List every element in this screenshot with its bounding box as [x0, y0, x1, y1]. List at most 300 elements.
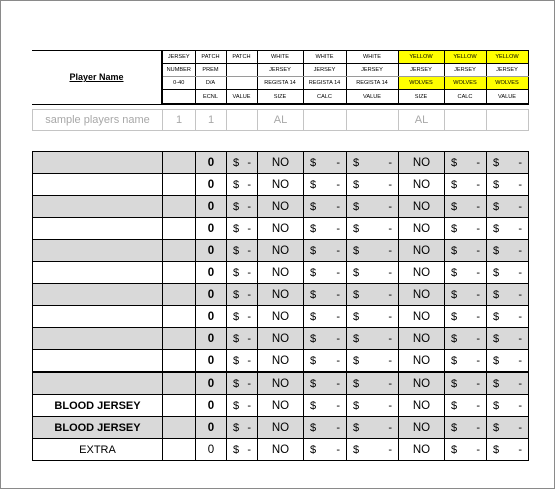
white-size-cell[interactable]: NO [258, 218, 304, 240]
header-cell: 0-40 [162, 77, 195, 90]
dash: - [518, 222, 522, 235]
currency-symbol: $ [233, 156, 240, 169]
dash: - [336, 399, 340, 412]
yellow-size-cell[interactable]: NO [399, 439, 445, 461]
dash: - [336, 443, 340, 456]
white-calc-cell [304, 152, 347, 174]
dash: - [336, 244, 340, 257]
patch-cell[interactable]: 0 [196, 328, 227, 350]
currency-symbol: $ [451, 288, 458, 301]
patch-value-cell [227, 306, 258, 328]
currency-symbol: $ [353, 354, 360, 367]
currency-symbol: $ [353, 200, 360, 213]
currency-symbol: $ [353, 443, 360, 456]
currency-symbol: $ [310, 200, 317, 213]
patch-value-cell [227, 196, 258, 218]
dash: - [476, 156, 480, 169]
header-cell-yellow: YELLOW [398, 51, 444, 64]
dash: - [518, 244, 522, 257]
patch-cell[interactable]: 0 [196, 350, 227, 373]
patch-cell[interactable]: 0 [196, 218, 227, 240]
patch-cell[interactable]: 0 [196, 174, 227, 196]
currency-symbol: $ [493, 443, 500, 456]
dash: - [476, 266, 480, 279]
white-size-cell[interactable]: NO [258, 196, 304, 218]
currency-symbol: $ [353, 178, 360, 191]
dash: - [388, 222, 392, 235]
header-cell: VALUE [486, 90, 528, 105]
dash: - [247, 156, 251, 169]
white-value-cell [347, 306, 399, 328]
white-calc-cell [304, 196, 347, 218]
jersey-number-cell[interactable] [163, 262, 196, 284]
dash: - [247, 222, 251, 235]
currency-symbol: $ [493, 178, 500, 191]
header-cell [162, 90, 195, 105]
currency-symbol: $ [310, 421, 317, 434]
yellow-size-cell[interactable]: NO [399, 262, 445, 284]
sample-yellow-value-cell[interactable] [487, 110, 529, 131]
white-value-cell [347, 152, 399, 174]
table-row [33, 439, 529, 461]
yellow-size-cell[interactable]: NO [399, 218, 445, 240]
yellow-calc-cell [445, 350, 487, 373]
currency-symbol: $ [353, 266, 360, 279]
header-cell: REGISTA 14 [257, 77, 303, 90]
jersey-number-cell[interactable] [163, 152, 196, 174]
sample-name-cell[interactable]: sample players name [33, 110, 163, 131]
header-cell: NUMBER [162, 64, 195, 77]
patch-cell[interactable]: 0 [196, 306, 227, 328]
yellow-size-cell[interactable]: NO [399, 152, 445, 174]
sample-jersey-cell[interactable]: 1 [163, 110, 196, 131]
currency-symbol: $ [233, 332, 240, 345]
white-calc-cell [304, 395, 347, 417]
patch-cell[interactable]: 0 [196, 284, 227, 306]
white-value-cell [347, 196, 399, 218]
patch-cell[interactable]: 0 [196, 262, 227, 284]
header-cell: JERSEY [257, 64, 303, 77]
currency-symbol: $ [353, 421, 360, 434]
dash: - [336, 156, 340, 169]
jersey-number-cell[interactable] [163, 350, 196, 373]
white-size-cell[interactable]: NO [258, 395, 304, 417]
dash: - [476, 310, 480, 323]
currency-symbol: $ [353, 156, 360, 169]
currency-symbol: $ [493, 156, 500, 169]
currency-symbol: $ [233, 178, 240, 191]
table-row [33, 174, 529, 196]
patch-value-cell [227, 350, 258, 373]
yellow-value-cell [487, 395, 529, 417]
table-row [33, 218, 529, 240]
dash: - [476, 354, 480, 367]
patch-value-cell [227, 417, 258, 439]
currency-symbol: $ [310, 354, 317, 367]
yellow-calc-cell [445, 262, 487, 284]
table-row [33, 284, 529, 306]
currency-symbol: $ [451, 399, 458, 412]
currency-symbol: $ [233, 421, 240, 434]
table-row [33, 240, 529, 262]
currency-symbol: $ [493, 222, 500, 235]
sample-patch-value-cell[interactable] [227, 110, 258, 131]
dash: - [247, 310, 251, 323]
yellow-size-cell[interactable]: NO [399, 328, 445, 350]
yellow-size-cell[interactable]: NO [399, 174, 445, 196]
jersey-number-cell[interactable] [163, 417, 196, 439]
dash: - [336, 332, 340, 345]
dash: - [476, 222, 480, 235]
dash: - [476, 288, 480, 301]
yellow-value-cell [487, 350, 529, 373]
table-row [33, 152, 529, 174]
player-name-header: Player Name [32, 51, 162, 105]
white-value-cell [347, 328, 399, 350]
dash: - [388, 310, 392, 323]
dash: - [388, 244, 392, 257]
dash: - [476, 244, 480, 257]
dash: - [518, 377, 522, 390]
dash: - [518, 443, 522, 456]
header-cell: CALC [444, 90, 486, 105]
white-value-cell [347, 262, 399, 284]
yellow-calc-cell [445, 218, 487, 240]
dash: - [388, 332, 392, 345]
dash: - [476, 178, 480, 191]
currency-symbol: $ [310, 332, 317, 345]
yellow-size-cell[interactable]: NO [399, 395, 445, 417]
currency-symbol: $ [493, 244, 500, 257]
currency-symbol: $ [353, 222, 360, 235]
header-cell: WHITE [257, 51, 303, 64]
yellow-size-cell[interactable]: NO [399, 240, 445, 262]
currency-symbol: $ [493, 200, 500, 213]
yellow-value-cell [487, 439, 529, 461]
currency-symbol: $ [493, 421, 500, 434]
yellow-size-cell[interactable]: NO [399, 372, 445, 395]
sample-white-size-cell[interactable]: AL [258, 110, 304, 131]
white-calc-cell [304, 240, 347, 262]
sample-row-table [32, 109, 529, 131]
currency-symbol: $ [451, 266, 458, 279]
player-name-cell[interactable]: EXTRA [33, 439, 163, 461]
patch-value-cell [227, 372, 258, 395]
jersey-number-cell[interactable] [163, 174, 196, 196]
currency-symbol: $ [233, 377, 240, 390]
dash: - [336, 200, 340, 213]
jersey-number-cell[interactable] [163, 196, 196, 218]
dash: - [336, 222, 340, 235]
currency-symbol: $ [310, 399, 317, 412]
dash: - [518, 288, 522, 301]
dash: - [336, 421, 340, 434]
dash: - [247, 244, 251, 257]
currency-symbol: $ [493, 266, 500, 279]
jersey-number-cell[interactable] [163, 306, 196, 328]
patch-value-cell [227, 284, 258, 306]
header-cell: WHITE [303, 51, 346, 64]
header-cell: SIZE [257, 90, 303, 105]
white-calc-cell [304, 262, 347, 284]
white-value-cell [347, 372, 399, 395]
yellow-size-cell[interactable]: NO [399, 350, 445, 373]
header-cell: PREM [195, 64, 226, 77]
dash: - [336, 288, 340, 301]
currency-symbol: $ [451, 178, 458, 191]
header-cell-yellow: YELLOW [444, 51, 486, 64]
currency-symbol: $ [233, 443, 240, 456]
white-size-cell[interactable]: NO [258, 306, 304, 328]
dash: - [388, 399, 392, 412]
patch-cell[interactable]: 0 [196, 417, 227, 439]
header-cell-yellow: WOLVES [486, 77, 528, 90]
header-cell: D/A [195, 77, 226, 90]
sample-white-calc-cell[interactable] [304, 110, 347, 131]
yellow-calc-cell [445, 328, 487, 350]
yellow-calc-cell [445, 417, 487, 439]
white-value-cell [347, 417, 399, 439]
patch-value-cell [227, 218, 258, 240]
dash: - [518, 156, 522, 169]
yellow-value-cell [487, 372, 529, 395]
dash: - [336, 377, 340, 390]
yellow-calc-cell [445, 284, 487, 306]
currency-symbol: $ [233, 399, 240, 412]
white-calc-cell [304, 218, 347, 240]
currency-symbol: $ [451, 332, 458, 345]
dash: - [476, 443, 480, 456]
currency-symbol: $ [493, 332, 500, 345]
header-cell: JERSEY [346, 64, 398, 77]
white-value-cell [347, 240, 399, 262]
sample-patch-cell[interactable]: 1 [196, 110, 227, 131]
white-size-cell[interactable]: NO [258, 372, 304, 395]
dash: - [247, 332, 251, 345]
players-table [32, 151, 529, 461]
dash: - [247, 354, 251, 367]
dash: - [476, 421, 480, 434]
yellow-size-cell[interactable]: NO [399, 417, 445, 439]
yellow-calc-cell [445, 395, 487, 417]
dash: - [518, 354, 522, 367]
dash: - [518, 200, 522, 213]
sample-white-value-cell[interactable] [347, 110, 399, 131]
currency-symbol: $ [310, 244, 317, 257]
yellow-value-cell [487, 240, 529, 262]
currency-symbol: $ [451, 310, 458, 323]
patch-cell[interactable]: 0 [196, 196, 227, 218]
player-name-cell[interactable] [33, 372, 163, 395]
patch-value-cell [227, 152, 258, 174]
currency-symbol: $ [233, 288, 240, 301]
dash: - [247, 200, 251, 213]
dash: - [336, 354, 340, 367]
sample-yellow-size-cell[interactable]: AL [399, 110, 445, 131]
currency-symbol: $ [310, 156, 317, 169]
player-name-cell[interactable] [33, 196, 163, 218]
dash: - [247, 421, 251, 434]
yellow-calc-cell [445, 306, 487, 328]
header-cell [226, 64, 257, 77]
currency-symbol: $ [310, 178, 317, 191]
currency-symbol: $ [310, 222, 317, 235]
yellow-value-cell [487, 218, 529, 240]
sample-yellow-calc-cell[interactable] [445, 110, 487, 131]
jersey-number-cell[interactable] [163, 240, 196, 262]
currency-symbol: $ [451, 377, 458, 390]
yellow-calc-cell [445, 372, 487, 395]
table-row [33, 262, 529, 284]
patch-cell[interactable]: 0 [196, 439, 227, 461]
yellow-calc-cell [445, 174, 487, 196]
dash: - [247, 377, 251, 390]
jersey-number-cell[interactable] [163, 372, 196, 395]
dash: - [336, 266, 340, 279]
currency-symbol: $ [233, 200, 240, 213]
header-cell: PATCH [226, 51, 257, 64]
yellow-value-cell [487, 262, 529, 284]
header-cell: JERSEY [303, 64, 346, 77]
jersey-number-cell[interactable] [163, 218, 196, 240]
white-calc-cell [304, 328, 347, 350]
header-cell: JERSEY [444, 64, 486, 77]
player-name-cell[interactable] [33, 240, 163, 262]
currency-symbol: $ [310, 266, 317, 279]
header-cell: VALUE [226, 90, 257, 105]
white-value-cell [347, 350, 399, 373]
yellow-value-cell [487, 174, 529, 196]
white-size-cell[interactable]: NO [258, 284, 304, 306]
dash: - [336, 178, 340, 191]
white-value-cell [347, 439, 399, 461]
player-name-cell[interactable]: BLOOD JERSEY [33, 395, 163, 417]
dash: - [336, 310, 340, 323]
white-size-cell[interactable]: NO [258, 439, 304, 461]
white-calc-cell [304, 439, 347, 461]
patch-cell[interactable]: 0 [196, 240, 227, 262]
header-cell: JERSEY [398, 64, 444, 77]
table-row [33, 350, 529, 373]
header-cell: WHITE [346, 51, 398, 64]
header-cell: ECNL [195, 90, 226, 105]
player-name-cell[interactable] [33, 174, 163, 196]
dash: - [518, 178, 522, 191]
dash: - [518, 421, 522, 434]
white-calc-cell [304, 350, 347, 373]
white-value-cell [347, 284, 399, 306]
white-calc-cell [304, 417, 347, 439]
player-name-cell[interactable]: BLOOD JERSEY [33, 417, 163, 439]
dash: - [388, 178, 392, 191]
white-size-cell[interactable]: NO [258, 417, 304, 439]
table-row [33, 328, 529, 350]
white-size-cell[interactable]: NO [258, 152, 304, 174]
dash: - [247, 178, 251, 191]
currency-symbol: $ [353, 288, 360, 301]
currency-symbol: $ [233, 266, 240, 279]
white-calc-cell [304, 306, 347, 328]
player-name-cell[interactable] [33, 262, 163, 284]
currency-symbol: $ [451, 156, 458, 169]
header-table [32, 50, 529, 105]
player-name-cell[interactable] [33, 152, 163, 174]
dash: - [247, 288, 251, 301]
dash: - [476, 332, 480, 345]
currency-symbol: $ [493, 399, 500, 412]
currency-symbol: $ [233, 222, 240, 235]
dash: - [388, 421, 392, 434]
dash: - [388, 266, 392, 279]
yellow-size-cell[interactable]: NO [399, 306, 445, 328]
table-row [33, 196, 529, 218]
yellow-calc-cell [445, 240, 487, 262]
patch-cell[interactable]: 0 [196, 152, 227, 174]
jersey-number-cell[interactable] [163, 284, 196, 306]
dash: - [518, 310, 522, 323]
patch-value-cell [227, 240, 258, 262]
jersey-number-cell[interactable] [163, 328, 196, 350]
currency-symbol: $ [451, 244, 458, 257]
yellow-size-cell[interactable]: NO [399, 196, 445, 218]
currency-symbol: $ [451, 354, 458, 367]
header-cell: REGISTA 14 [346, 77, 398, 90]
header-cell: JERSEY [162, 51, 195, 64]
player-name-cell[interactable] [33, 218, 163, 240]
dash: - [518, 399, 522, 412]
white-value-cell [347, 395, 399, 417]
white-value-cell [347, 174, 399, 196]
yellow-value-cell [487, 196, 529, 218]
dash: - [518, 332, 522, 345]
currency-symbol: $ [353, 377, 360, 390]
currency-symbol: $ [353, 244, 360, 257]
table-row [33, 306, 529, 328]
jersey-number-cell[interactable] [163, 439, 196, 461]
white-size-cell[interactable]: NO [258, 240, 304, 262]
header-cell-yellow: WOLVES [444, 77, 486, 90]
header-cell-yellow: YELLOW [486, 51, 528, 64]
header-cell [226, 77, 257, 90]
white-size-cell[interactable]: NO [258, 174, 304, 196]
white-size-cell[interactable]: NO [258, 350, 304, 373]
currency-symbol: $ [233, 354, 240, 367]
table-row [33, 372, 529, 395]
patch-value-cell [227, 395, 258, 417]
white-size-cell[interactable]: NO [258, 328, 304, 350]
dash: - [476, 377, 480, 390]
yellow-size-cell[interactable]: NO [399, 284, 445, 306]
sample-row [33, 110, 529, 131]
currency-symbol: $ [310, 377, 317, 390]
jersey-number-cell[interactable] [163, 395, 196, 417]
patch-cell[interactable]: 0 [196, 395, 227, 417]
patch-value-cell [227, 439, 258, 461]
player-name-cell[interactable] [33, 284, 163, 306]
currency-symbol: $ [451, 200, 458, 213]
white-size-cell[interactable]: NO [258, 262, 304, 284]
dash: - [247, 399, 251, 412]
currency-symbol: $ [493, 310, 500, 323]
player-name-cell[interactable] [33, 328, 163, 350]
currency-symbol: $ [233, 244, 240, 257]
player-name-cell[interactable] [33, 350, 163, 373]
header-cell: CALC [303, 90, 346, 105]
player-name-cell[interactable] [33, 306, 163, 328]
patch-cell[interactable]: 0 [196, 372, 227, 395]
dash: - [247, 443, 251, 456]
dash: - [388, 443, 392, 456]
